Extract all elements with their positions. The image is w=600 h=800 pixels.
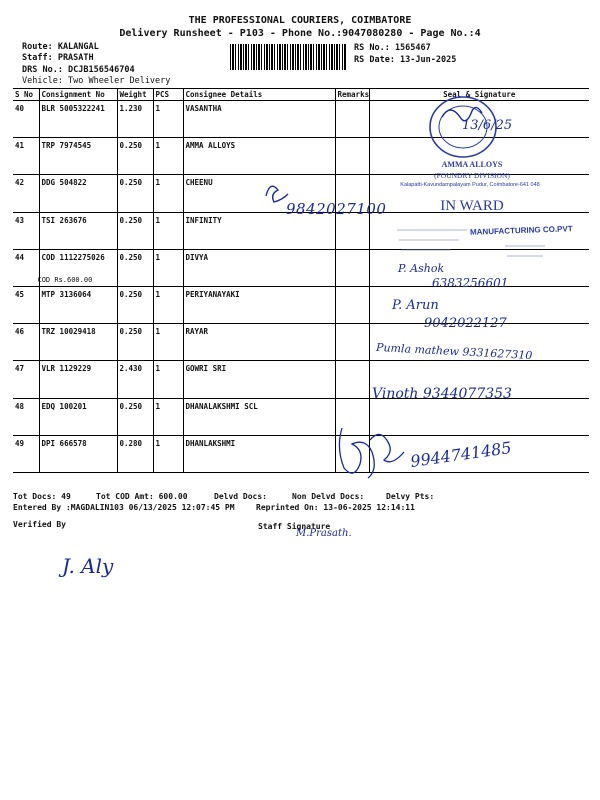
remarks-cell — [335, 101, 369, 138]
table-row — [13, 138, 589, 175]
weight-cell: 0.250 — [117, 249, 153, 286]
delivered-docs: Delvd Docs: — [214, 492, 267, 501]
remarks-cell — [335, 361, 369, 398]
row45-handwritten-name: P. Arun — [392, 298, 439, 313]
verified-by-label: Verified By — [13, 520, 66, 529]
col-weight: Weight — [117, 89, 153, 101]
remarks-cell — [335, 249, 369, 286]
vehicle-label: Vehicle: Two Wheeler Delivery — [22, 76, 171, 86]
inward-stamp-address: Kalapatti-Kavundampalayam Pudur, Coimbatore-641 048 — [400, 182, 540, 188]
consignment-cell: MTP 3136064 — [39, 286, 117, 323]
weight-cell: 0.250 — [117, 175, 153, 212]
cod-amount: COD Rs.600.00 — [37, 275, 93, 284]
row49-handwritten-phone: 9944741485 — [409, 438, 513, 471]
consignee-cell: DHANALAKSHMI SCL — [183, 398, 335, 435]
inward-stamp-division: (FOUNDRY DIVISION) — [434, 171, 510, 180]
weight-cell: 1.230 — [117, 101, 153, 138]
sno-cell: 44 — [13, 249, 39, 286]
remarks-cell — [335, 286, 369, 323]
pcs-cell: 1 — [153, 324, 183, 361]
col-remarks: Remarks — [335, 89, 369, 101]
company-title: THE PROFESSIONAL COURIERS, COIMBATORE — [188, 15, 412, 26]
remarks-cell — [335, 138, 369, 175]
weight-cell: 0.250 — [117, 286, 153, 323]
pcs-cell: 1 — [153, 435, 183, 472]
barcode — [230, 44, 346, 70]
sno-cell: 45 — [13, 286, 39, 323]
pcs-cell: 1 — [153, 361, 183, 398]
row45-handwritten-phone: 9042022127 — [424, 316, 507, 331]
verified-signature: J. Aly — [62, 554, 114, 578]
consignment-cell: TRZ 10029418 — [39, 324, 117, 361]
total-docs: Tot Docs: 49 — [13, 492, 71, 501]
row49-signature-icon — [334, 420, 414, 486]
weight-cell: 0.280 — [117, 435, 153, 472]
consignment-cell: VLR 1129229 — [39, 361, 117, 398]
sno-cell: 49 — [13, 435, 39, 472]
consignment-cell: DDG 504822 — [39, 175, 117, 212]
sno-cell: 40 — [13, 101, 39, 138]
sno-cell: 43 — [13, 212, 39, 249]
consignee-cell: DIVYA — [183, 249, 335, 286]
staff-signature-label: Staff Signature — [258, 522, 331, 531]
consignee-cell: VASANTHA — [183, 101, 335, 138]
consignee-cell: DHANLAKSHMI — [183, 435, 335, 472]
consignee-cell: CHEENU — [183, 175, 335, 212]
consignee-cell: INFINITY — [183, 212, 335, 249]
consignment-cell: TRP 7974545 — [39, 138, 117, 175]
sno-cell: 42 — [13, 175, 39, 212]
consignment-number: COD 1112275026 — [41, 252, 105, 262]
consignee-cell: RAYAR — [183, 324, 335, 361]
rs-date: RS Date: 13-Jun-2025 — [354, 55, 457, 65]
round-seal-date: 13/6/25 — [462, 118, 513, 133]
consignee-cell: AMMA ALLOYS — [183, 138, 335, 175]
rs-number: RS No.: 1565467 — [354, 43, 431, 53]
mfg-stamp: MANUFACTURING CO.PVT — [469, 224, 573, 237]
sno-cell: 46 — [13, 324, 39, 361]
table-row — [13, 398, 589, 435]
col-seal-signature: Seal & Signature — [369, 89, 589, 101]
consignment-cell: DPI 666578 — [39, 435, 117, 472]
col-sno: S No — [13, 89, 39, 101]
row44-handwritten-phone: 6383256601 — [432, 276, 509, 290]
row47-handwritten-text: Vinoth 9344077353 — [372, 386, 512, 402]
weight-cell: 2.430 — [117, 361, 153, 398]
runsheet-subtitle: Delivery Runsheet - P103 - Phone No.:9047080280 - Page No.:4 — [119, 28, 481, 39]
sno-cell: 47 — [13, 361, 39, 398]
consignee-cell: GOWRI SRI — [183, 361, 335, 398]
mfg-stamp-smudge-icon — [395, 222, 555, 262]
consignment-cell — [39, 249, 117, 286]
inward-stamp-company: AMMA ALLOYS — [441, 160, 503, 169]
weight-cell: 0.250 — [117, 138, 153, 175]
pcs-cell: 1 — [153, 101, 183, 138]
sno-cell: 41 — [13, 138, 39, 175]
route-label: Route: KALANGAL — [22, 42, 99, 52]
col-pcs: PCS — [153, 89, 183, 101]
consignment-cell: TSI 263676 — [39, 212, 117, 249]
weight-cell: 0.250 — [117, 324, 153, 361]
entered-by: Entered By :MAGDALIN103 06/13/2025 12:07:45 PM — [13, 503, 235, 512]
consignment-cell: BLR 5005322241 — [39, 101, 117, 138]
non-delivered-docs: Non Delvd Docs: — [292, 492, 365, 501]
consignment-cell: EDQ 100201 — [39, 398, 117, 435]
row42-handwritten-phone: 9842027100 — [286, 200, 387, 218]
consignee-cell: PERIYANAYAKI — [183, 286, 335, 323]
weight-cell: 0.250 — [117, 398, 153, 435]
pcs-cell: 1 — [153, 175, 183, 212]
pcs-cell: 1 — [153, 249, 183, 286]
table-header-row — [13, 89, 589, 101]
pcs-cell: 1 — [153, 138, 183, 175]
remarks-cell — [335, 324, 369, 361]
col-consignee: Consignee Details — [183, 89, 335, 101]
pcs-cell: 1 — [153, 286, 183, 323]
staff-signature: M.Prasath. — [296, 528, 352, 539]
pcs-cell: 1 — [153, 212, 183, 249]
col-consignment: Consignment No — [39, 89, 117, 101]
pcs-cell: 1 — [153, 398, 183, 435]
total-cod-amount: Tot COD Amt: 600.00 — [96, 492, 188, 501]
inward-stamp-label: IN WARD — [440, 198, 504, 214]
weight-cell: 0.250 — [117, 212, 153, 249]
row46-handwritten-text: Pumla mathew 9331627310 — [375, 340, 533, 363]
staff-label: Staff: PRASATH — [22, 53, 94, 63]
delivery-points: Delvy Pts: — [386, 492, 435, 501]
reprinted-on: Reprinted On: 13-06-2025 12:14:11 — [256, 503, 415, 512]
sno-cell: 48 — [13, 398, 39, 435]
drs-number: DRS No.: DCJB156546704 — [22, 65, 135, 75]
row44-handwritten-name: P. Ashok — [398, 262, 445, 275]
